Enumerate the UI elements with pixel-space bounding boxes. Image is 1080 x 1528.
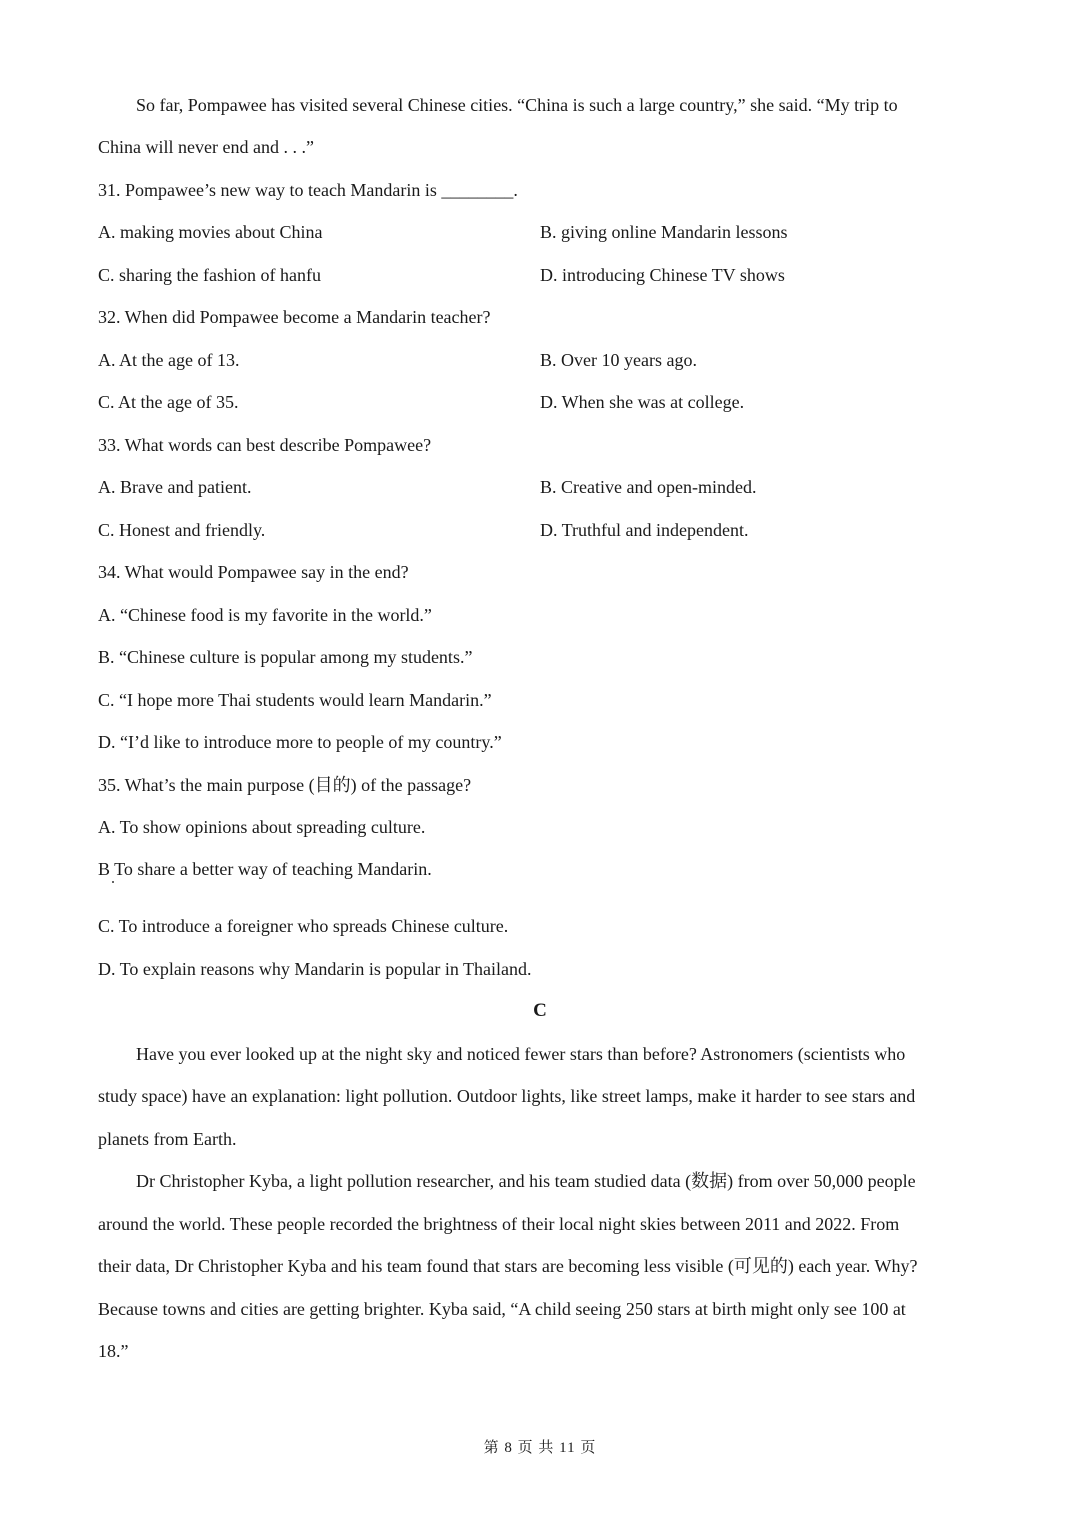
option-34-c: C. “I hope more Thai students would learn Mandarin.” <box>98 690 492 710</box>
section-c-para2-line: 18.” <box>98 1341 129 1361</box>
section-heading: C <box>533 1000 547 1021</box>
question-33-options-row-1 <box>98 475 757 499</box>
option-35-d: D. To explain reasons why Mandarin is popular in Thailand. <box>98 959 532 979</box>
option-35-b: B To share a better way of teaching Mandarin. <box>98 859 432 879</box>
option-32-c: C. At the age of 35. <box>98 392 239 412</box>
option-31-c: C. sharing the fashion of hanfu <box>98 265 321 285</box>
option-34-a: A. “Chinese food is my favorite in the world.” <box>98 605 432 625</box>
section-c-para2-line: Because towns and cities are getting brighter. Kyba said, “A child seeing 250 stars at birth might only see 100 at <box>98 1299 906 1319</box>
option-32-b: B. Over 10 years ago. <box>540 350 697 370</box>
question-31-options-row-2 <box>98 263 785 287</box>
question-34-stem: 34. What would Pompawee say in the end? <box>98 562 409 582</box>
option-33-d: D. Truthful and independent. <box>540 520 749 540</box>
option-33-b: B. Creative and open-minded. <box>540 477 757 497</box>
option-32-a: A. At the age of 13. <box>98 350 240 370</box>
passage-b-line: China will never end and . . .” <box>98 137 314 157</box>
option-32-d: D. When she was at college. <box>540 392 745 412</box>
question-31-stem: 31. Pompawee’s new way to teach Mandarin is ________. <box>98 180 518 200</box>
question-33-options-row-2 <box>98 518 749 542</box>
option-31-b: B. giving online Mandarin lessons <box>540 222 788 242</box>
option-31-d: D. introducing Chinese TV shows <box>540 265 785 285</box>
section-c-para1-line: Have you ever looked up at the night sky and noticed fewer stars than before? Astronomers (scientists who <box>136 1044 906 1064</box>
question-32-options-row-2 <box>98 390 745 414</box>
option-35-a: A. To show opinions about spreading culture. <box>98 817 426 837</box>
section-c-para2-line: Dr Christopher Kyba, a light pollution researcher, and his team studied data (数据) from over 50,000 people <box>136 1171 916 1191</box>
question-33-stem: 33. What words can best describe Pompawee? <box>98 435 432 455</box>
question-32-options-row-1 <box>98 348 697 372</box>
option-33-c: C. Honest and friendly. <box>98 520 266 540</box>
question-31-options-row-1 <box>98 220 788 244</box>
option-34-d: D. “I’d like to introduce more to people of my country.” <box>98 732 502 752</box>
section-c-para2-line: around the world. These people recorded the brightness of their local night skies between 2011 and 2022. From <box>98 1214 900 1234</box>
question-35-stem: 35. What’s the main purpose (目的) of the passage? <box>98 775 472 795</box>
question-32-stem: 32. When did Pompawee become a Mandarin teacher? <box>98 307 491 327</box>
option-33-a: A. Brave and patient. <box>98 477 252 497</box>
section-c-para1-line: study space) have an explanation: light pollution. Outdoor lights, like street lamps, make it harder to see stars and <box>98 1086 916 1106</box>
passage-b-line: So far, Pompawee has visited several Chinese cities. “China is such a large country,” she said. “My trip to <box>136 95 898 115</box>
option-34-b: B. “Chinese culture is popular among my students.” <box>98 647 473 667</box>
option-31-a: A. making movies about China <box>98 222 323 242</box>
section-c-para2-line: their data, Dr Christopher Kyba and his team found that stars are becoming less visible (可见的) each year. Why? <box>98 1256 918 1276</box>
stray-dot <box>112 881 114 883</box>
section-c-para1-line: planets from Earth. <box>98 1129 237 1149</box>
option-35-c: C. To introduce a foreigner who spreads Chinese culture. <box>98 916 509 936</box>
page-number-footer: 第 8 页 共 11 页 <box>483 1440 597 1456</box>
